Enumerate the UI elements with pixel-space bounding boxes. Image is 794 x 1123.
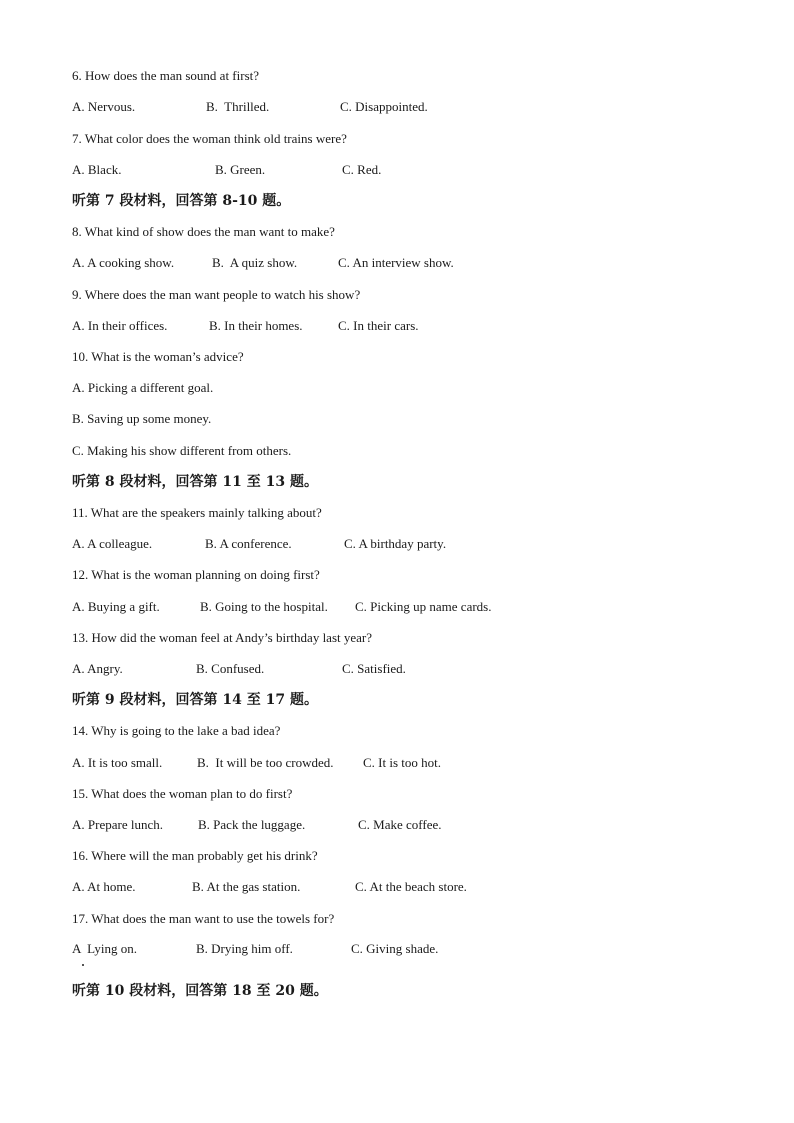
question-13: 13. How did the woman feel at Andy’s birthday last year? [72, 630, 373, 645]
section-heading: 听第 9 段材料，回答第 14 至 17 题。 [72, 692, 318, 708]
q7-option-b: B. Green. [215, 162, 266, 177]
q13-option-a: A. Angry. [72, 661, 123, 676]
q17-option-c: C. Giving shade. [351, 941, 439, 956]
q14-option-c: C. It is too hot. [363, 755, 442, 770]
q6-option-a: A. Nervous. [72, 99, 136, 114]
stray-dot [82, 964, 84, 966]
question-7: 7. What color does the woman think old trains were? [72, 131, 347, 146]
q9-option-c: C. In their cars. [338, 318, 419, 333]
q6-option-c: C. Disappointed. [340, 99, 428, 114]
q16-option-c: C. At the beach store. [355, 879, 467, 894]
question-9: 9. Where does the man want people to watch his show? [72, 287, 361, 302]
q10-option-b: B. Saving up some money. [72, 411, 212, 426]
question-10: 10. What is the woman’s advice? [72, 349, 244, 364]
q17-option-b: B. Drying him off. [196, 941, 293, 956]
q16-option-a: A. At home. [72, 879, 136, 894]
q13-option-b: B. Confused. [196, 661, 265, 676]
question-17: 17. What does the man want to use the towels for? [72, 911, 335, 926]
question-15: 15. What does the woman plan to do first? [72, 786, 293, 801]
section-heading: 听第 7 段材料，回答第 8-10 题。 [72, 193, 291, 209]
q8-option-c: C. An interview show. [338, 255, 454, 270]
q12-option-b: B. Going to the hospital. [200, 599, 328, 614]
q17-option-a: A Lying on. [72, 941, 138, 956]
q9-option-b: B. In their homes. [209, 318, 303, 333]
q6-option-b: B. Thrilled. [206, 99, 270, 114]
q11-option-c: C. A birthday party. [344, 536, 447, 551]
q12-option-a: A. Buying a gift. [72, 599, 160, 614]
q15-option-a: A. Prepare lunch. [72, 817, 163, 832]
q15-option-c: C. Make coffee. [358, 817, 442, 832]
section-heading: 听第 8 段材料，回答第 11 至 13 题。 [72, 474, 318, 490]
question-14: 14. Why is going to the lake a bad idea? [72, 723, 281, 738]
q16-option-b: B. At the gas station. [192, 879, 301, 894]
question-16: 16. Where will the man probably get his drink? [72, 848, 318, 863]
q9-option-a: A. In their offices. [72, 318, 168, 333]
q12-option-c: C. Picking up name cards. [355, 599, 492, 614]
q10-option-c: C. Making his show different from others. [72, 443, 292, 458]
q14-option-b: B. It will be too crowded. [197, 755, 334, 770]
q11-option-b: B. A conference. [205, 536, 292, 551]
question-8: 8. What kind of show does the man want to make? [72, 224, 335, 239]
q7-option-a: A. Black. [72, 162, 122, 177]
q8-option-b: B. A quiz show. [212, 255, 298, 270]
question-6: 6. How does the man sound at first? [72, 68, 260, 83]
q13-option-c: C. Satisfied. [342, 661, 406, 676]
q8-option-a: A. A cooking show. [72, 255, 175, 270]
q7-option-c: C. Red. [342, 162, 382, 177]
q15-option-b: B. Pack the luggage. [198, 817, 306, 832]
q11-option-a: A. A colleague. [72, 536, 153, 551]
q14-option-a: A. It is too small. [72, 755, 163, 770]
section-heading: 听第 10 段材料，回答第 18 至 20 题。 [72, 983, 328, 999]
question-11: 11. What are the speakers mainly talking about? [72, 505, 322, 520]
q10-option-a: A. Picking a different goal. [72, 380, 214, 395]
question-12: 12. What is the woman planning on doing first? [72, 567, 320, 582]
